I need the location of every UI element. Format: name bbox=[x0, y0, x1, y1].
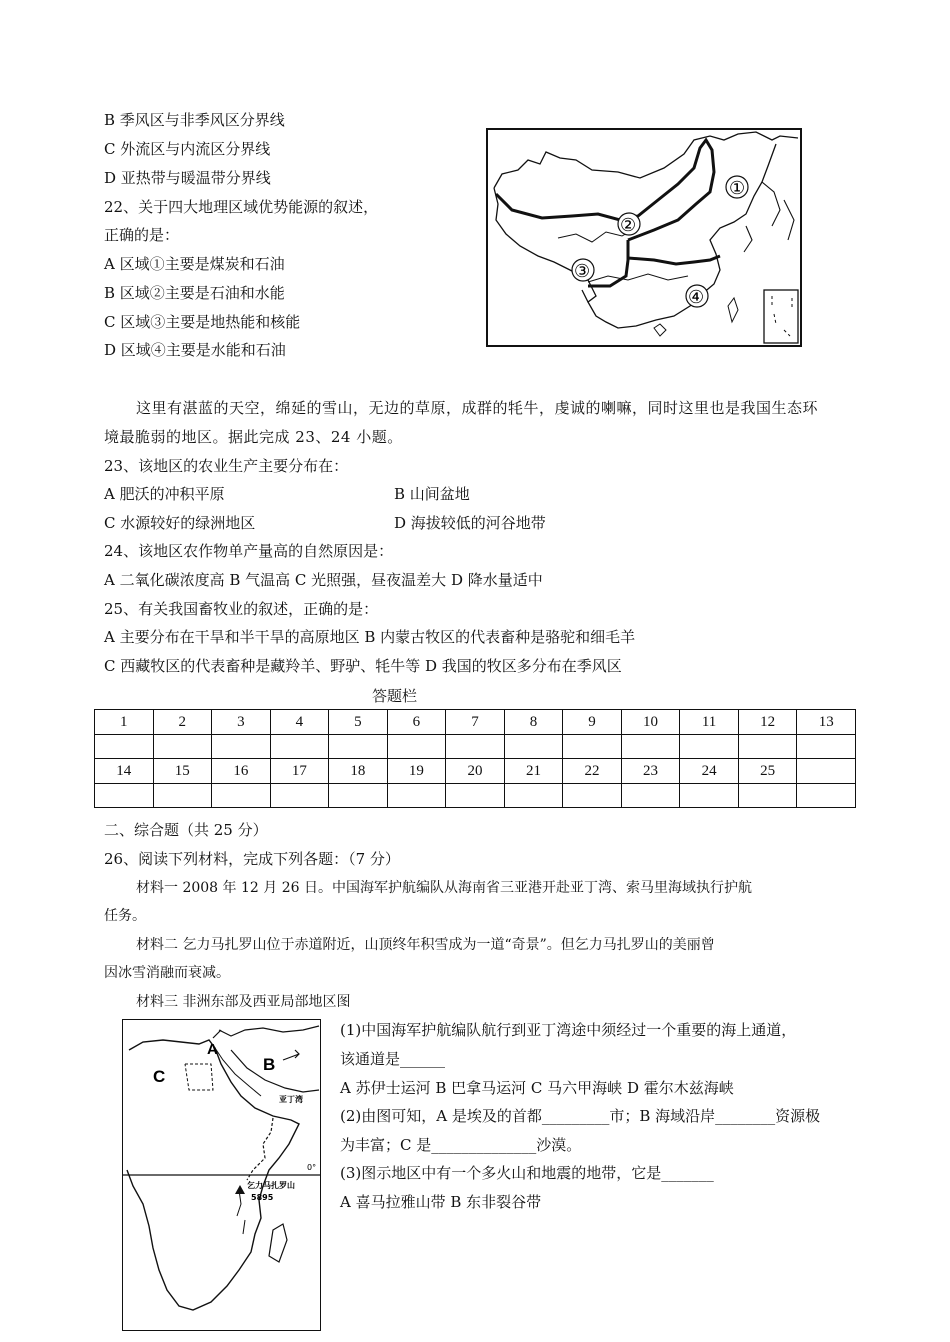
q22-option-c: C 区域③主要是地热能和核能 bbox=[104, 313, 301, 331]
answer-cell[interactable] bbox=[212, 784, 271, 808]
boundary-north-south bbox=[628, 256, 720, 264]
answer-cell[interactable] bbox=[212, 735, 271, 759]
answer-sheet-table bbox=[94, 709, 856, 808]
china-map-drawing bbox=[488, 130, 800, 345]
answer-number: 20 bbox=[446, 759, 505, 784]
answer-number: 12 bbox=[738, 710, 797, 735]
q26-stem: 26、阅读下列材料，完成下列各题：（7 分） bbox=[104, 850, 400, 868]
answer-cell[interactable] bbox=[446, 784, 505, 808]
madagascar bbox=[269, 1224, 287, 1262]
material-3-caption: 材料三 非洲东部及西亚局部地区图 bbox=[136, 994, 351, 1010]
answer-cell[interactable] bbox=[621, 784, 680, 808]
material-2-line-2: 因冰雪消融而衰减。 bbox=[104, 965, 230, 981]
mountain-triangle-icon bbox=[235, 1185, 245, 1194]
answer-cell[interactable] bbox=[563, 784, 622, 808]
q25-stem: 25、有关我国畜牧业的叙述，正确的是： bbox=[104, 600, 379, 618]
korea-japan-coast bbox=[744, 182, 794, 252]
answer-cell[interactable] bbox=[504, 735, 563, 759]
label-gulf-of-aden: 亚丁湾 bbox=[279, 1095, 303, 1104]
q24-options: A 二氧化碳浓度高 B 气温高 C 光照强，昼夜温差大 D 降水量适中 bbox=[104, 571, 543, 589]
taiwan-island bbox=[728, 298, 738, 322]
q22-stem-cont: 正确的是： bbox=[104, 226, 180, 244]
label-equator: 0° bbox=[307, 1163, 317, 1172]
q22-stem: 22、关于四大地理区域优势能源的叙述， bbox=[104, 198, 379, 216]
q23-option-a: A 肥沃的冲积平原 bbox=[104, 485, 225, 503]
answer-number: 2 bbox=[153, 710, 212, 735]
answer-cell[interactable] bbox=[153, 735, 212, 759]
q26-part1-options: A 苏伊士运河 B 巴拿马运河 C 马六甲海峡 D 霍尔木兹海峡 bbox=[340, 1079, 734, 1097]
arrow-b bbox=[283, 1050, 299, 1060]
label-b: B bbox=[263, 1055, 276, 1074]
answer-number: 9 bbox=[563, 710, 622, 735]
answer-number: 24 bbox=[680, 759, 739, 784]
answer-number: 15 bbox=[153, 759, 212, 784]
answer-cell[interactable] bbox=[329, 784, 388, 808]
label-kilimanjaro: 乞力马扎罗山 bbox=[247, 1181, 295, 1190]
answer-blank-row-2 bbox=[95, 784, 856, 808]
answer-number: 25 bbox=[738, 759, 797, 784]
east-africa-map bbox=[122, 1019, 321, 1331]
hainan-island bbox=[654, 324, 666, 336]
answer-number: 16 bbox=[212, 759, 271, 784]
china-outline-west bbox=[494, 188, 596, 302]
boundary-northwest bbox=[496, 140, 714, 240]
answer-number: 1 bbox=[95, 710, 154, 735]
answer-cell[interactable] bbox=[504, 784, 563, 808]
answer-number: 17 bbox=[270, 759, 329, 784]
q26-part2-line1: (2)由图可知，A 是埃及的首都_________市；B 海域沿岸________资源极 bbox=[340, 1107, 821, 1125]
egypt-border bbox=[185, 1064, 213, 1090]
answer-number: 18 bbox=[329, 759, 388, 784]
label-a: A bbox=[207, 1041, 218, 1058]
answer-cell[interactable] bbox=[797, 735, 856, 759]
region-2-label: ② bbox=[620, 215, 637, 236]
answer-blank-row-1 bbox=[95, 735, 856, 759]
answer-cell[interactable] bbox=[387, 735, 446, 759]
answer-cell[interactable] bbox=[797, 784, 856, 808]
rift-lakes bbox=[237, 1190, 245, 1234]
q23-option-d: D 海拔较低的河谷地带 bbox=[394, 514, 546, 532]
q25-options-line-1: A 主要分布在干旱和半干旱的高原地区 B 内蒙古牧区的代表畜种是骆驼和细毛羊 bbox=[104, 628, 636, 646]
answer-cell[interactable] bbox=[680, 735, 739, 759]
q24-stem: 24、该地区农作物单产量高的自然原因是： bbox=[104, 542, 394, 560]
q21-option-b: B 季风区与非季风区分界线 bbox=[104, 111, 285, 129]
region-4-label: ④ bbox=[688, 287, 705, 308]
answer-number: 8 bbox=[504, 710, 563, 735]
arrow-a bbox=[213, 1030, 221, 1038]
answer-cell[interactable] bbox=[738, 735, 797, 759]
answer-cell[interactable] bbox=[680, 784, 739, 808]
china-outline bbox=[494, 132, 798, 188]
q26-part2-line2: 为丰富；C 是______________沙漠。 bbox=[340, 1136, 582, 1154]
label-kilimanjaro-height: 5895 bbox=[251, 1193, 274, 1202]
answer-number: 3 bbox=[212, 710, 271, 735]
section-2-heading: 二、综合题（共 25 分） bbox=[104, 821, 268, 839]
q26-part3-line1: (3)图示地区中有一个多火山和地震的地带，它是_______ bbox=[340, 1164, 714, 1182]
boundary-qinghai-tibet bbox=[588, 240, 628, 286]
q23-option-c: C 水源较好的绿洲地区 bbox=[104, 514, 256, 532]
region-3-label: ③ bbox=[574, 261, 591, 282]
answer-cell[interactable] bbox=[621, 735, 680, 759]
answer-number: 6 bbox=[387, 710, 446, 735]
q21-option-c: C 外流区与内流区分界线 bbox=[104, 140, 271, 158]
answer-number bbox=[797, 759, 856, 784]
q22-option-b: B 区域②主要是石油和水能 bbox=[104, 284, 285, 302]
answer-number: 13 bbox=[797, 710, 856, 735]
answer-cell[interactable] bbox=[95, 784, 154, 808]
q21-option-d: D 亚热带与暖温带分界线 bbox=[104, 169, 271, 187]
region-1-label: ① bbox=[729, 178, 746, 199]
answer-cell[interactable] bbox=[95, 735, 154, 759]
material-1-line-2: 任务。 bbox=[104, 908, 146, 924]
answer-number: 4 bbox=[270, 710, 329, 735]
q22-option-a: A 区域①主要是煤炭和石油 bbox=[104, 255, 285, 273]
answer-number: 11 bbox=[680, 710, 739, 735]
answer-cell[interactable] bbox=[563, 735, 622, 759]
q25-options-line-2: C 西藏牧区的代表畜种是藏羚羊、野驴、牦牛等 D 我国的牧区多分布在季风区 bbox=[104, 657, 622, 675]
answer-number: 7 bbox=[446, 710, 505, 735]
q23-stem: 23、该地区的农业生产主要分布在： bbox=[104, 457, 349, 475]
passage-line-1: 这里有湛蓝的天空，绵延的雪山，无边的草原，成群的牦牛，虔诚的喇嘛，同时这里也是我国生态环 bbox=[136, 399, 819, 417]
answer-number: 21 bbox=[504, 759, 563, 784]
q22-option-d: D 区域④主要是水能和石油 bbox=[104, 341, 286, 359]
q26-part1-line2: 该通道是______ bbox=[340, 1050, 446, 1068]
answer-number: 10 bbox=[621, 710, 680, 735]
answer-cell[interactable] bbox=[270, 784, 329, 808]
river-2 bbox=[588, 274, 688, 282]
q26-part1-line1: (1)中国海军护航编队航行到亚丁湾途中须经过一个重要的海上通道， bbox=[340, 1021, 797, 1039]
red-sea bbox=[215, 1048, 261, 1096]
label-c: C bbox=[153, 1067, 166, 1086]
answer-cell[interactable] bbox=[387, 784, 446, 808]
answer-numbers-row-1 bbox=[95, 710, 856, 735]
answer-number: 14 bbox=[95, 759, 154, 784]
south-china-sea-inset bbox=[764, 290, 798, 343]
answer-cell[interactable] bbox=[329, 735, 388, 759]
q23-option-b: B 山间盆地 bbox=[394, 485, 470, 503]
china-region-map bbox=[486, 128, 802, 347]
passage-line-2: 境最脆弱的地区。据此完成 23、24 小题。 bbox=[104, 428, 403, 446]
answer-numbers-row-2 bbox=[95, 759, 856, 784]
q26-part3-options: A 喜马拉雅山带 B 东非裂谷带 bbox=[340, 1193, 542, 1211]
answer-cell[interactable] bbox=[446, 735, 505, 759]
answer-number: 5 bbox=[329, 710, 388, 735]
answer-cell[interactable] bbox=[153, 784, 212, 808]
answer-number: 23 bbox=[621, 759, 680, 784]
answer-cell[interactable] bbox=[738, 784, 797, 808]
answer-number: 22 bbox=[563, 759, 622, 784]
answer-cell[interactable] bbox=[270, 735, 329, 759]
answer-number: 19 bbox=[387, 759, 446, 784]
material-1-line-1: 材料一 2008 年 12 月 26 日。中国海军护航编队从海南省三亚港开赴亚丁湾、索马里海域执行护航 bbox=[136, 880, 752, 896]
africa-map-drawing bbox=[123, 1020, 320, 1330]
material-2-line-1: 材料二 乞力马扎罗山位于赤道附近，山顶终年积雪成为一道“奇景”。但乞力马扎罗山的美丽曾 bbox=[136, 937, 715, 953]
answer-sheet-title: 答题栏 bbox=[372, 687, 418, 705]
